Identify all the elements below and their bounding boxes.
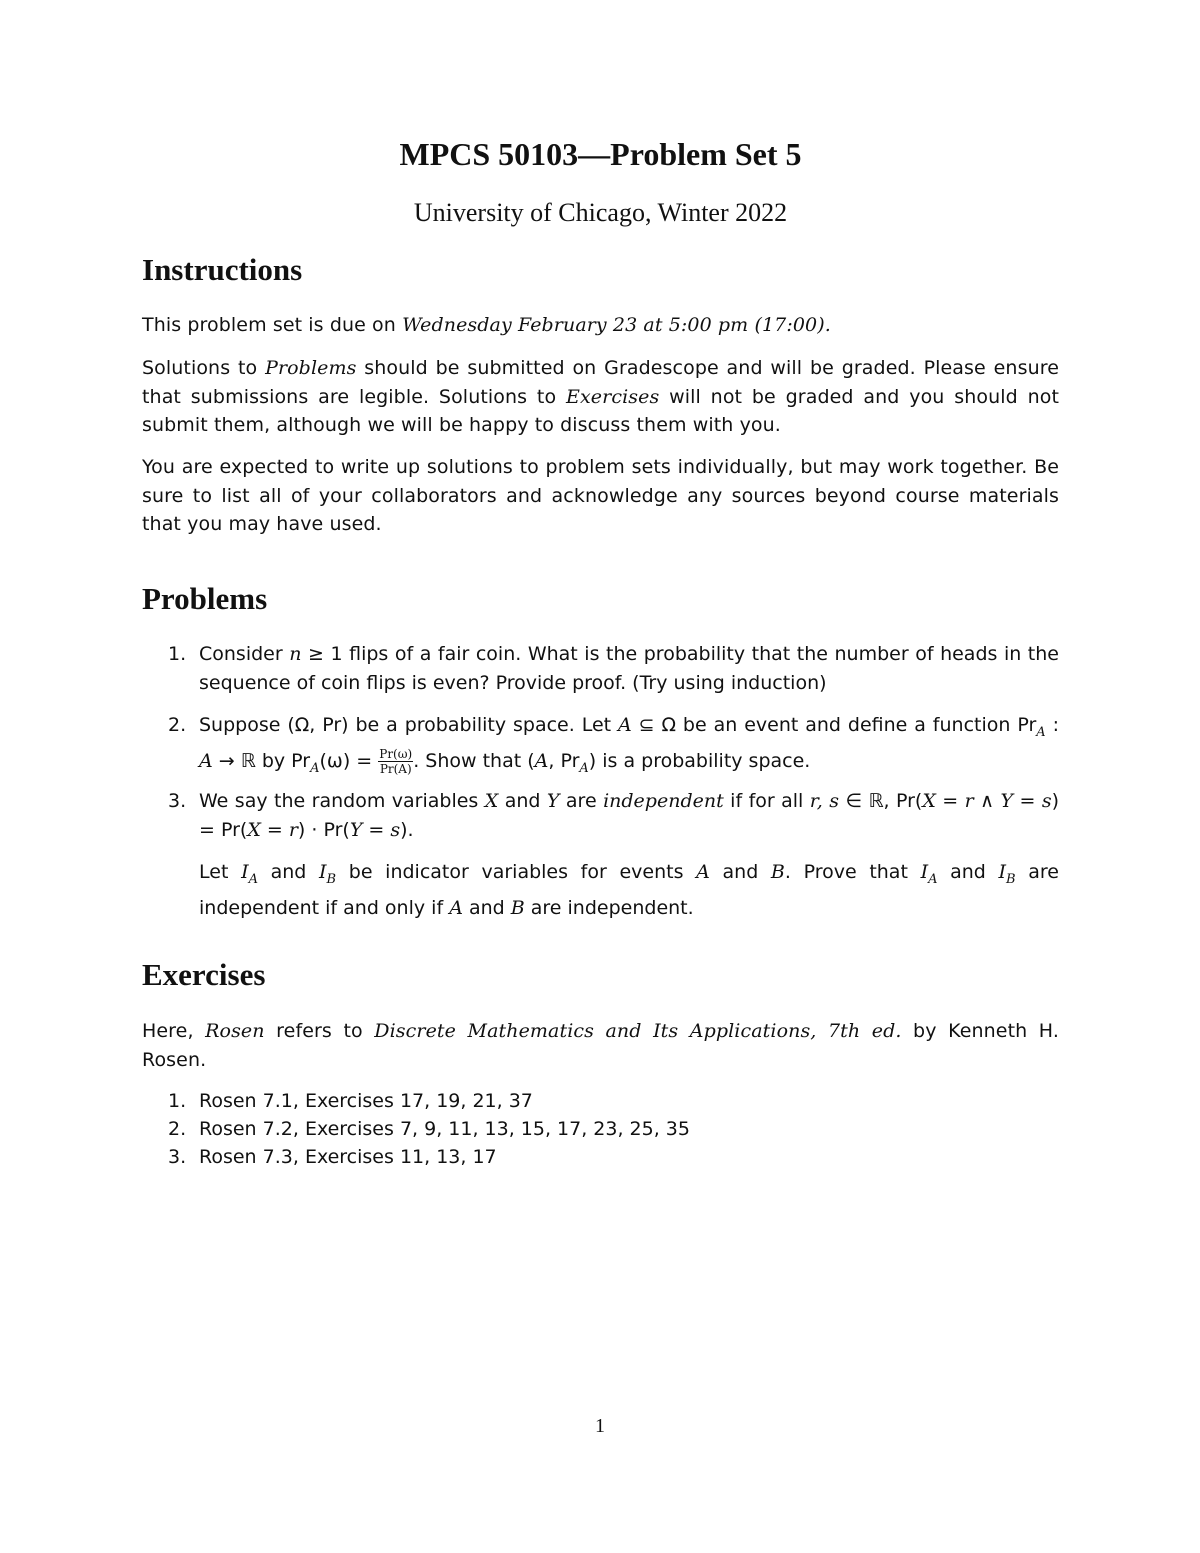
exercise-text: Rosen 7.2, Exercises 7, 9, 11, 13, 15, 17, 23, 25, 35: [199, 1118, 690, 1140]
probability-fraction: $\frac{Pr(\omega)}{Pr(A)}$: [379, 747, 413, 777]
exercise-text: Rosen 7.3, Exercises 11, 13, 17: [199, 1146, 497, 1168]
page-number: 1: [595, 1415, 605, 1437]
exercise-text: Rosen 7.1, Exercises 17, 19, 21, 37: [199, 1090, 533, 1112]
problem-1: 1. Consider n ≥ 1 flips of a fair coin. What is the probability that the number of heads in the sequence of coin flips is even? Provide proof. (Try using induction): [142, 640, 1059, 697]
exercises-heading: Exercises: [142, 957, 266, 992]
exercise-number: 3.: [168, 1146, 187, 1168]
exercises-intro-paragraph: Here, Rosen refers to Discrete Mathematics and Its Applications, 7th ed. by Kenneth H. Rosen.: [142, 1020, 1059, 1071]
exercise-item: [142, 1087, 1059, 1116]
document-title: MPCS 50103—Problem Set 5: [399, 136, 802, 172]
exercise-number: 1.: [168, 1090, 187, 1112]
problem-3-definition: We say the random variables X and Y are independent if for all r, s ∈ ℝ, Pr(X = r ∧ Y = s) = Pr(X = r) · Pr(Y = s).: [199, 790, 1060, 841]
problem-3: [142, 787, 1059, 923]
problem-number: 2.: [168, 714, 187, 736]
problem-3-task: Let $I_A$ and $I_B$ be indicator variables for events A and B. Prove that $I_A$ and $I_B$ are independent if and only if A and B are independent.: [199, 861, 1059, 920]
instructions-heading: Instructions: [142, 252, 303, 287]
problems-heading: Problems: [142, 581, 268, 616]
instructions-submission-paragraph: Solutions to Problems should be submitted on Gradescope and will be graded. Please ensure that submissions are legible. Solutions to Exercises will not be graded and you should not submit them, although we will be happy to discuss them with you.: [142, 357, 1060, 436]
exercise-item: [142, 1115, 1059, 1144]
problem-2: 2. Suppose (Ω, Pr) be a probability space. Let A ⊆ Ω be an event and define a function $Pr_A$ : A → ℝ by $Pr_A(\omega)$ = $\frac{Pr(\omega)}{Pr(A)}$ . Show that (A, $Pr_A$) is a probability space.: [142, 711, 1059, 784]
document-subtitle: University of Chicago, Winter 2022: [413, 198, 788, 227]
instructions-due-paragraph: This problem set is due on Wednesday February 23 at 5:00 pm (17:00).: [142, 314, 831, 336]
exercise-item: [142, 1143, 1059, 1172]
instructions-collaboration-paragraph: You are expected to write up solutions to problem sets individually, but may work together. Be sure to list all of your collaborators and acknowledge any sources beyond course materials that you may have used.: [142, 456, 1059, 535]
exercise-number: 2.: [168, 1118, 187, 1140]
problem-number: 1.: [168, 643, 187, 665]
problem-number: 3.: [168, 790, 187, 812]
